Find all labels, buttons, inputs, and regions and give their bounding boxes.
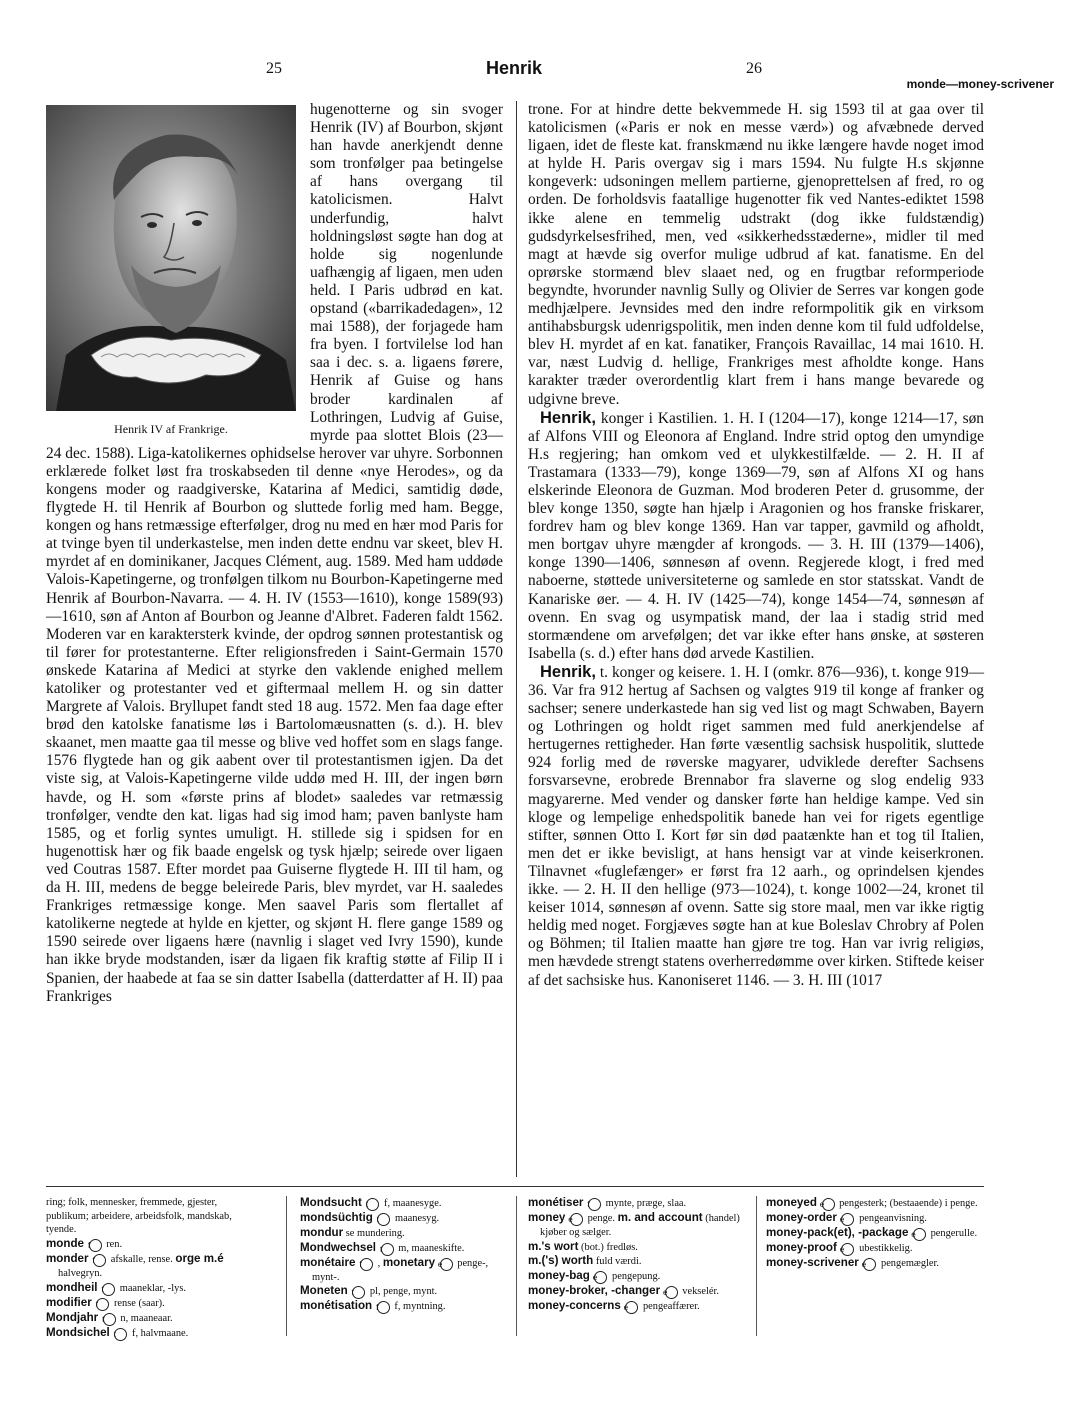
- glossary-entry: [300, 1256, 500, 1285]
- glossary-translation: ring; folk, mennesker, fremmede, gjester, publikum; arbeidere, arbeidsfolk, mandskab, tyende.: [46, 1197, 232, 1236]
- glossary-headword: money-concerns: [528, 1299, 621, 1313]
- language-marker-icon: e: [841, 1243, 854, 1256]
- language-marker-icon: t: [102, 1283, 115, 1296]
- glossary-headword: monétaire: [300, 1255, 356, 1269]
- glossary-headword: mondsüchtig: [300, 1211, 373, 1224]
- glossary-headword: mondheil: [46, 1280, 98, 1294]
- language-marker-icon: f: [588, 1198, 601, 1211]
- glossary-entry: [300, 1211, 500, 1226]
- glossary-entry: [46, 1296, 262, 1311]
- page-header: [0, 58, 1080, 98]
- glossary-headword: Mondwechsel: [300, 1240, 377, 1254]
- right-column-intro: trone. For at hindre dette bekvemmede H. sig 1593 til at gaa over til katolicismen («Paris er nok en messe værd») og afvæbnede derved ligaen, idet de fleste kat. franskmænd nu ikke længere havde noget imod at hylde H. Paris overgav sig i mars 1594. Nu fulgte H.s skjønne kongeverk: udsoningen mellem partierne, gjenoprettelsen af fred, ro og orden. De forholdsvis faatallige hugenotter fik ved Nantes-ediktet 1598 ikke alene en temmelig udstrakt (dog ikke fuldstændig) gudsdyrkelsesfrihed, men, ved «sikkerhedsstæderne», midler til med magt at hævde sig overfor mulige udbrud af kat. fanatisme. En del oprørske stormænd blev slaaet ned, og en frugtbar reformperiode begyndte, hvorunder navnlig Sully og Olivier de Serres var kongen gode medhjælpere. Jevnsides med den indre reformpolitik gik en virksom antihabsburgsk udenrigspolitik, men inden denne kom til fuld udfoldelse, blev H. myrdet af en kat. fanatiker, François Ravaillac, 14 mai 1610. H. var, næst Ludvig d. hellige, Frankriges mest afholdte konge. Hans karakter træder overordentlig klart frem i hans mange bevarede og udgivne breve.: [528, 101, 984, 408]
- glossary-headword: orge m.é: [175, 1252, 224, 1266]
- glossary-headword: money-pack(et), -package: [766, 1226, 909, 1239]
- page-number-right: 26: [746, 60, 762, 77]
- glossary-translation: vekselér.: [679, 1286, 719, 1298]
- right-column: [528, 101, 984, 990]
- glossary-entry: [46, 1281, 262, 1296]
- language-marker-icon: e: [665, 1286, 678, 1299]
- glossary-translation: fuld værdi.: [595, 1256, 642, 1268]
- glossary-entry: [46, 1237, 262, 1252]
- glossary-translation: maanesyg.: [392, 1213, 440, 1224]
- language-marker-icon: e: [440, 1258, 453, 1271]
- entry-headword: Henrik,: [540, 408, 596, 427]
- glossary-translation: ubestikkelig.: [856, 1243, 913, 1254]
- language-marker-icon: t: [377, 1213, 390, 1226]
- glossary-translation: pengeaffærer.: [640, 1301, 700, 1313]
- language-marker-icon: t: [381, 1243, 394, 1256]
- running-title: Henrik: [486, 58, 543, 78]
- entry-text: konger i Kastilien. 1. H. I (1204—17), konge 1214—17, søn af Alfons VIII og Eleonora af England. Indre strid optog den umyndige H.s regjering; han omkom ved et ulykkestilfælde. — 2. H. II af Trastamara (1333—79), konge 1369—79, søn af Alfons XI og hans elskerinde Eleonora de Guzman. Mod broderen Peter d. grusomme, der blev konge 1350, søgte han hjælp i Aragonien og hos franske friskarer, fordrev ham og blev konge 1369. Han var tapper, gavmild og afholdt, men bortgav uhyre mængder af krongods. — 3. H. III (1379—1406), konge 1390—1406, sønnesøn af ovenn. Regjerede klogt, i fred med naboerne, støttede universiteterne og samlede en stor statsskat. Vandt de Kanariske øer. — 4. H. IV (1425—74), konge 1454—74, sønnesøn af ovenn. En svag og usympatisk mand, der laa i stadig strid med stormændene om arvefølgen; det var ikke efter hans ønske, at søsteren Isabella (s. d.) efter hans død arvede Kastilien.: [528, 409, 984, 662]
- glossary-translation: pengepung.: [609, 1271, 661, 1283]
- column-divider: [516, 101, 517, 1177]
- language-marker-icon: e: [822, 1198, 835, 1211]
- glossary-translation: afskalle, rense.: [108, 1254, 173, 1266]
- glossary-translation: rense (saar).: [111, 1297, 165, 1309]
- glossary-headword: money-bag: [528, 1269, 590, 1283]
- entry-text: t. konger og keisere. 1. H. I (omkr. 876—936), t. konge 919—36. Var fra 912 hertug af Sachsen og valgtes 919 til konge af franker og sachser; senere underkastede han sig ved list og magt Schwaben, Bayern og Lothringen og holdt riget sammen med fuld anerkjendelse af hertugernes rettigheder. Han førte væsentlig sachsisk huspolitik, sluttede 924 forlig med de røverske magyarer, udviklede derefter Sachsens forsvarsevne, erobrede Brennabor fra slaverne og slog endelig 933 magyarerne. Med vender og dansker førte han heldige kampe. Ved sin kloge og lempelige enhedspolitik banede han vei for rigets egentlige stifter, sønnen Otto I. Kort før sin død paatænkte han et tog til Italien, men det er ikke bevisligt, at hans hensigt var at vinde keiserkronen. Tilnavnet «fuglefænger» er først fra 12 aarh., og oprindelsen kjendes ikke. — 2. H. II den hellige (973—1024), t. konge 1002—24, kronet til keiser 1014, sønnesøn af ovenn. Satte sig store maal, men var ikke rigtig heldig med noget. Forgjæves søgte han at kue Boleslav Chrobry af Polen og Böhmen; til Italien maatte han gjøre tre tog. Han var ivrig religiøs, men hævdede strengt statens overherredømme over kirken. Stiftede keiser af det sachsiske hus. Kanoniseret 1146. — 3. H. III (1017: [528, 663, 985, 989]
- glossary-entry: [300, 1284, 500, 1299]
- glossary-headword: m. and account: [617, 1211, 703, 1224]
- portrait-figure: [46, 105, 296, 438]
- language-marker-icon: f: [96, 1298, 109, 1311]
- language-marker-icon: e: [863, 1258, 876, 1271]
- glossary-headword: money-scrivener: [766, 1256, 859, 1269]
- glossary-entry: [766, 1256, 986, 1271]
- glossary-translation: ren.: [103, 1239, 123, 1251]
- glossary-divider: [756, 1196, 757, 1336]
- left-column: [46, 101, 503, 1006]
- glossary-entry: [528, 1284, 746, 1299]
- glossary-translation: f, halvmaane.: [129, 1327, 189, 1339]
- language-marker-icon: t: [366, 1198, 379, 1211]
- glossary-headword: money: [528, 1211, 566, 1224]
- glossary-headword: m.('s) worth: [528, 1254, 594, 1268]
- language-marker-icon: f: [93, 1254, 106, 1267]
- glossary-entry: [46, 1196, 262, 1237]
- language-marker-icon: e: [625, 1301, 638, 1314]
- glossary-headword: monétiser: [528, 1196, 584, 1209]
- glossary-headword: moneyed: [766, 1196, 817, 1209]
- glossary-headword: money-broker, -changer: [528, 1284, 661, 1298]
- glossary-entry: [528, 1211, 746, 1240]
- glossary-column-3: [528, 1196, 746, 1314]
- glossary-entry: [528, 1299, 746, 1314]
- glossary-rule: [46, 1186, 984, 1187]
- language-marker-icon: e: [570, 1213, 583, 1226]
- glossary-headword: monder: [46, 1252, 89, 1266]
- language-marker-icon: f: [360, 1258, 373, 1271]
- glossary-translation: maaneklar, -lys.: [117, 1282, 186, 1294]
- glossary-column-2: [300, 1196, 500, 1314]
- glossary-translation: pl, penge, mynt.: [367, 1286, 438, 1298]
- glossary-column-4: [766, 1196, 986, 1271]
- glossary-entry: [300, 1241, 500, 1256]
- entry-headword: Henrik,: [540, 662, 596, 681]
- glossary-translation: m, maaneskifte.: [395, 1242, 465, 1254]
- glossary-entry: [300, 1226, 500, 1241]
- glossary-translation: penge-, mynt-.: [312, 1257, 489, 1283]
- glossary-headword: Mondjahr: [46, 1310, 99, 1324]
- glossary-entry: [766, 1241, 986, 1256]
- glossary-entry: [46, 1326, 262, 1341]
- glossary-entry: [528, 1254, 746, 1269]
- glossary-entry: [300, 1299, 500, 1314]
- page-number-left: 25: [266, 60, 282, 77]
- glossary-translation: (handel) kjøber og sælger.: [540, 1213, 740, 1238]
- glossary-translation: pengesterk; (bestaaende) i penge.: [836, 1198, 978, 1209]
- glossary-entry: [766, 1196, 986, 1211]
- glossary-headword: monétisation: [300, 1299, 373, 1313]
- portrait-image: [46, 105, 296, 411]
- glossary-translation: (bot.) fredløs.: [581, 1241, 638, 1253]
- glossary-entry: [528, 1240, 746, 1255]
- glossary-entry: [46, 1252, 262, 1281]
- glossary-translation: penge.: [584, 1213, 615, 1224]
- language-marker-icon: t: [114, 1328, 127, 1341]
- glossary-translation: f, myntning.: [391, 1301, 446, 1313]
- glossary-entry: [300, 1196, 500, 1211]
- portrait-caption: Henrik IV af Frankrige.: [114, 422, 228, 436]
- glossary-entry: [528, 1269, 746, 1284]
- glossary-headword: m.'s wort: [528, 1239, 579, 1253]
- glossary-translation: n, maaneaar.: [117, 1312, 173, 1324]
- glossary-entry: [766, 1226, 986, 1241]
- glossary-translation: halvegryn.: [58, 1268, 103, 1280]
- language-marker-icon: f: [89, 1239, 102, 1252]
- left-column-text: hugenotterne og sin svoger Henrik (IV) af Bourbon, skjønt han havde anerkjendt denne som tronfølger paa betingelse af hans overgang til katolicismen. Halvt underfundig, halvt holdningsløst søgte han dog at holde sig nogenlunde uafhængig af ligaen, men uden held. I Paris udbrød en kat. opstand («barrikadedagen», 12 mai 1588), der forjagede ham fra byen. I fortvilelse lod han saa i dec. s. a. ligaens førere, Henrik af Guise og hans broder kardinalen af Lothringen, Ludvig af Guise, myrde paa slottet Blois (23—24 dec. 1588). Liga-katolikernes ophidselse herover var uhyre. Sorbonnen erklærede folket løst fra troskabseden til denne «nye Herodes», og da kongens moder og raadgiverske, Katarina af Medici, samtidig døde, flygtede H. til Henrik af Bourbon og sluttede forlig med ham. Begge, kongen og hans retmæssige efterfølger, drog nu med en hær mod Paris for at tvinge byen til underkastelse, men inden dette endnu var skeet, blev H. myrdet af en dominikaner, Jacques Clément, aug. 1589. Med ham uddøde Valois-Kapetingerne, og tronfølgen tilkom nu Bourbon-Kapetingerne med Henrik af Bourbon-Navarra. — 4. H. IV (1553—1610), konge 1589(93)—1610, søn af Anton af Bourbon og Jeanne d'Albret. Faderen faldt 1562. Moderen var en karaktersterk kvinde, der opdrog sønnen protestantisk og til fører for protestanterne. Efter religionsfreden i Saint-Germain 1570 ønskede Katarina af Medici at styrke den vaklende enighed mellem katoliker og protestanter ved et giftermaal mellem H. og sin datter Margrete af Valois. Bryllupet fandt sted 18 aug. 1572. Men faa dage efter brød den katolske fanatisme løs i Bartolomæusnatten (s. d.). H. blev skaanet, men maatte gaa til messe og blive ved hoffet som en slags fange. 1576 flygtede han og gik aabent over til protestantismen igjen. Da det viste sig, at Valois-Kapetingerne vilde uddø med H. III, der ingen børn havde, og H. som «første prins af blodet» saaledes var retmæssig tronfølger, vendte den kat. ligas had sig imod ham; paven banlyste ham 1585, og et forlig syntes umuligt. H. stillede sig i spidsen for en hugenottisk hær og fik baade engelsk og tysk hjælp; seirede over ligaen ved Coutras 1587. Efter mordet paa Guiserne flygtede H. III til ham, og da H. III, medens de begge beleirede Paris, blev myrdet, var H. saaledes Frankriges retmæssige konge. Men saavel Paris som flertallet af katolikerne negtede at hylde en kjetter, og skjønt H. flere gange 1589 og 1590 seirede over ligaens hære (navnlig i slaget ved Ivry 1590), kunde han ikke bryde modstanden, især da ligaen fik kraftig støtte af Filip II i Spanien, der haabede at faa se sin datter Isabella (datterdatter af H. II) paa Frankriges: [46, 101, 503, 1005]
- catchword: monde—money-scrivener: [906, 77, 1054, 91]
- glossary-translation: f, maanesyge.: [381, 1198, 442, 1209]
- entry-henrik-kastilien: [528, 409, 984, 663]
- glossary-entry: [766, 1211, 986, 1226]
- glossary-translation: mynte, præge, slaa.: [603, 1198, 687, 1209]
- glossary-divider: [286, 1196, 287, 1336]
- glossary-divider: [516, 1196, 517, 1336]
- glossary-headword: monde: [46, 1237, 85, 1251]
- glossary-headword: Mondsucht: [300, 1196, 362, 1209]
- glossary-headword: money-order: [766, 1211, 837, 1224]
- glossary-translation: pengerulle.: [928, 1228, 978, 1239]
- entry-henrik-tyske: [528, 663, 984, 990]
- language-marker-icon: e: [913, 1228, 926, 1241]
- glossary-entry: [46, 1311, 262, 1326]
- glossary-headword: money-proof: [766, 1241, 837, 1254]
- language-marker-icon: t: [103, 1313, 116, 1326]
- glossary-headword: Moneten: [300, 1284, 348, 1298]
- language-marker-icon: e: [841, 1213, 854, 1226]
- glossary-translation: ,: [375, 1257, 381, 1269]
- glossary-column-1: [46, 1196, 262, 1341]
- glossary-headword: Mondsichel: [46, 1325, 110, 1339]
- glossary-entry: [528, 1196, 746, 1211]
- glossary-headword: modifier: [46, 1295, 92, 1309]
- glossary-headword: monetary: [382, 1255, 436, 1269]
- glossary-translation: se mundering.: [345, 1228, 405, 1239]
- language-marker-icon: t: [352, 1286, 365, 1299]
- glossary-translation: pengeanvisning.: [856, 1213, 927, 1224]
- language-marker-icon: f: [377, 1301, 390, 1314]
- language-marker-icon: e: [594, 1271, 607, 1284]
- glossary-headword: mondur: [300, 1226, 344, 1239]
- glossary-translation: pengemægler.: [878, 1258, 940, 1269]
